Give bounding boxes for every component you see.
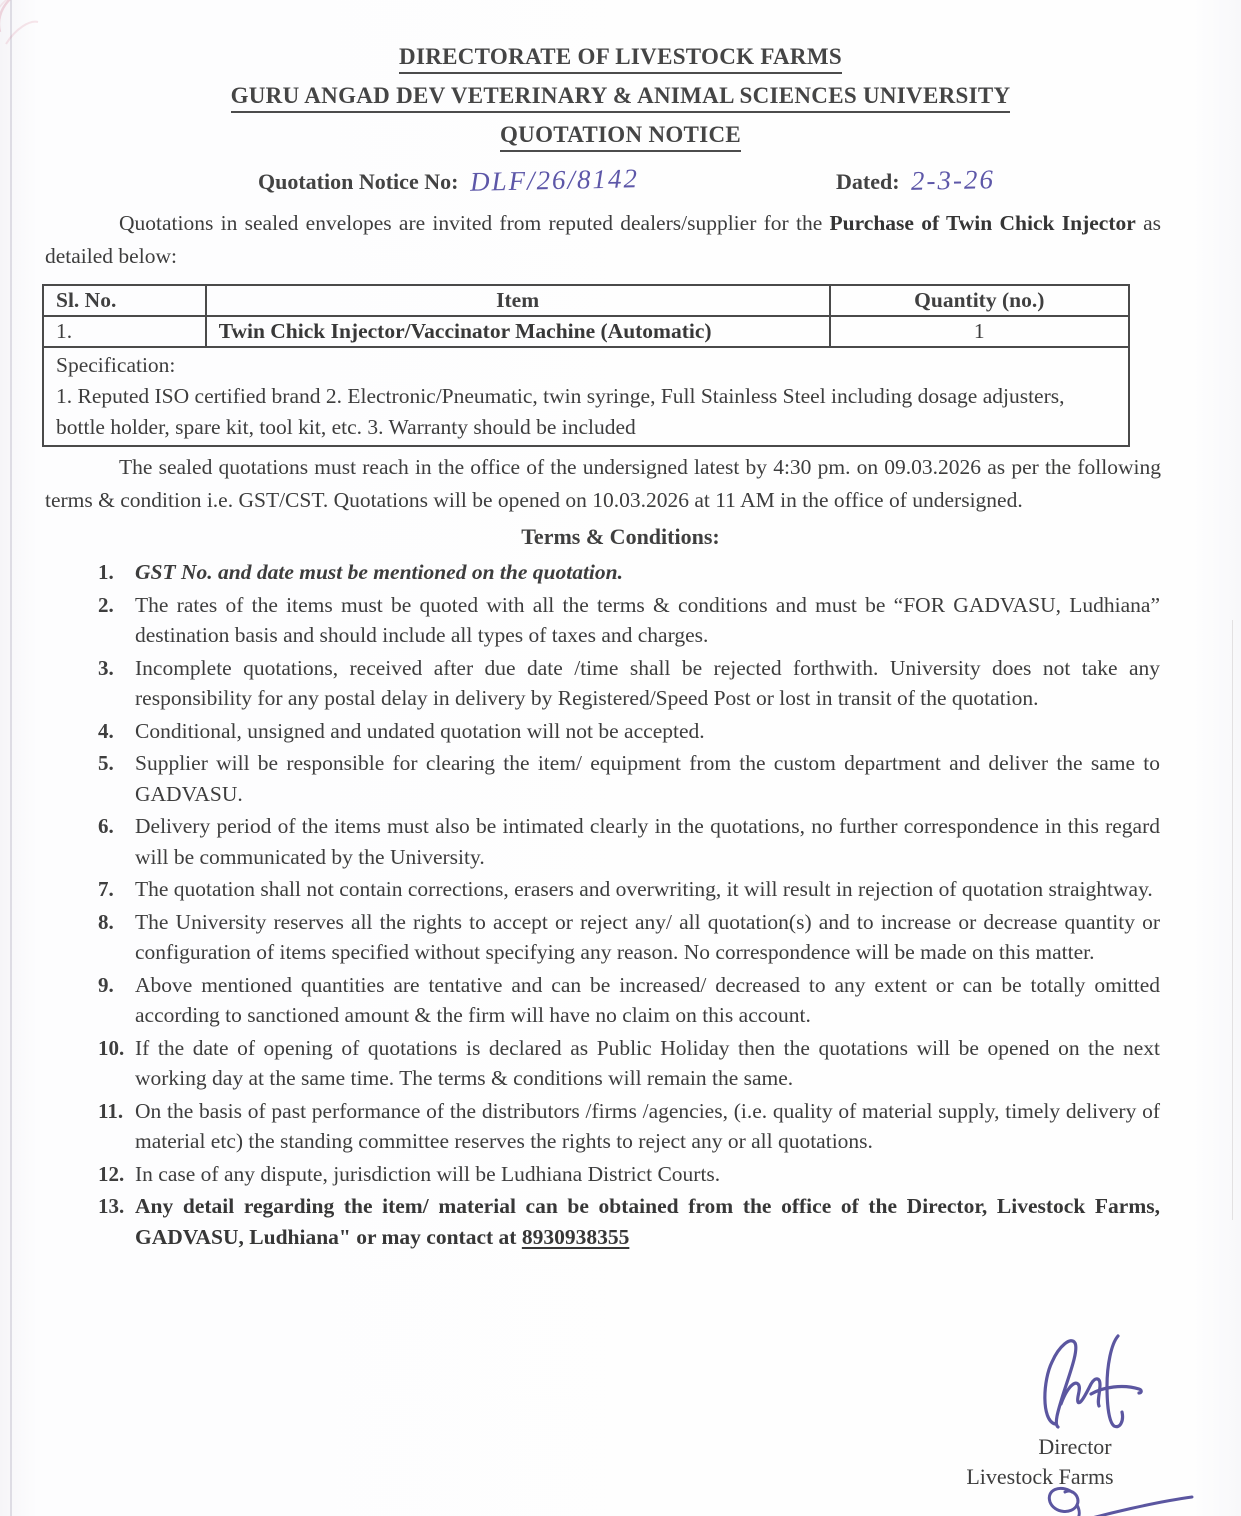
signature-block <box>940 1328 1240 1516</box>
intro-text-bold: Purchase of Twin Chick Injector <box>829 211 1136 235</box>
term-number: 8. <box>98 909 114 934</box>
term-number: 3. <box>98 655 114 680</box>
page-title <box>0 122 1241 152</box>
list-item <box>0 1033 1241 1094</box>
list-item <box>0 748 1241 809</box>
term-number: 6. <box>98 814 114 838</box>
list-item <box>0 590 1241 651</box>
term-text: In case of any dispute, jurisdiction will be Ludhiana District Courts. <box>135 1161 721 1186</box>
scan-artifact-right-edge <box>1232 620 1233 1220</box>
term-text: The quotation shall not contain corrections, erasers and overwriting, it will result in rejection of quotation straightway. <box>135 877 1153 901</box>
notice-number-group <box>258 165 639 196</box>
specification-cell <box>43 347 1129 446</box>
cell-sl-no: 1. <box>43 316 206 347</box>
stamp-mark-icon <box>0 0 116 70</box>
term-text: On the basis of past performance of the distributors /firms /agencies, (i.e. quality of material supply, timely delivery of material etc) the standing committee reserves the rights to reject any or all quotations. <box>135 1098 1160 1153</box>
term-text: If the date of opening of quotations is declared as Public Holiday then the quotations will be opened on the next working day at the same time. The terms & conditions will remain the same. <box>135 1035 1160 1090</box>
notice-number-label: Quotation Notice No: <box>258 169 459 194</box>
intro-text-before: Quotations in sealed envelopes are invited from reputed dealers/supplier for the <box>119 211 830 235</box>
contact-phone-number: 8930938355 <box>521 1224 630 1249</box>
org-name-line1 <box>0 44 1241 74</box>
term-number: 13. <box>98 1194 125 1218</box>
document-header <box>0 0 1241 152</box>
term-number: 10. <box>98 1035 125 1060</box>
list-item <box>0 557 1241 588</box>
list-item <box>0 1096 1241 1157</box>
signatory-org: Livestock Farms <box>966 1464 1114 1489</box>
table-row <box>43 316 1129 347</box>
list-item <box>0 907 1241 968</box>
term-number: 5. <box>98 751 114 775</box>
org-name-line2-text: GURU ANGAD DEV VETERINARY & ANIMAL SCIENCES UNIVERSITY <box>231 83 1011 113</box>
term-number: 1. <box>98 560 114 584</box>
specification-label: Specification: <box>56 353 176 377</box>
scan-artifact-left-edge <box>10 0 12 1516</box>
notice-meta-row <box>0 161 1241 203</box>
signature-icon <box>1025 1328 1145 1430</box>
dated-group <box>836 165 995 196</box>
org-name-line1-text: DIRECTORATE OF LIVESTOCK FARMS <box>399 44 842 74</box>
notice-number-value-handwritten: DLF/26/8142 <box>469 163 640 197</box>
term-number: 11. <box>98 1098 124 1123</box>
term-text: GST No. and date must be mentioned on the quotation. <box>135 560 623 584</box>
term-text: Delivery period of the items must also be intimated clearly in the quotations, no further correspondence in this regard will be communicated by the University. <box>135 814 1160 869</box>
list-item <box>0 970 1241 1031</box>
cell-quantity: 1 <box>830 316 1129 347</box>
term-number: 7. <box>98 877 114 901</box>
page-title-text: QUOTATION NOTICE <box>500 122 741 152</box>
intro-text-after: as detailed below: <box>45 211 1161 268</box>
term-text: Incomplete quotations, received after due date /time shall be rejected forthwith. University does not take any responsibility for any postal delay in delivery by Registered/Speed Post or lost in transit of the quotation. <box>135 655 1160 710</box>
items-table-header-row <box>43 285 1129 316</box>
term-number: 2. <box>98 592 114 617</box>
list-item <box>0 874 1241 905</box>
signatory-title: Director <box>1038 1434 1112 1459</box>
list-item <box>0 1159 1241 1190</box>
list-item <box>0 1191 1241 1252</box>
cell-item: Twin Chick Injector/Vaccinator Machine (Automatic) <box>206 316 830 347</box>
term-text: Conditional, unsigned and undated quotation will not be accepted. <box>135 718 705 743</box>
specification-row <box>43 347 1129 446</box>
term-text <box>135 1191 1160 1252</box>
list-item <box>0 653 1241 714</box>
term-number: 4. <box>98 718 114 743</box>
term-text: Supplier will be responsible for clearing the item/ equipment from the custom department and deliver the same to GADVASU. <box>135 751 1160 806</box>
header-quantity: Quantity (no.) <box>830 285 1129 316</box>
term-text: The rates of the items must be quoted with all the terms & conditions and must be “FOR GADVASU, Ludhiana” destination basis and should include all types of taxes and charges. <box>135 592 1160 647</box>
intro-paragraph <box>45 207 1161 272</box>
term-text: The University reserves all the rights to accept or reject any/ all quotation(s) and to increase or decrease quantity or configuration of items specified without specifying any reason. No correspondence will be made on this matter. <box>135 909 1160 964</box>
signature-flourish-icon <box>1030 1480 1200 1516</box>
specification-text: 1. Reputed ISO certified brand 2. Electronic/Pneumatic, twin syringe, Full Stainless Steel including dosage adjusters, bottle holder, spare kit, tool kit, etc. 3. Warranty should be included <box>56 384 1065 439</box>
term-number: 12. <box>98 1161 125 1186</box>
header-sl-no: Sl. No. <box>43 285 206 316</box>
terms-conditions-title: Terms & Conditions: <box>521 524 720 549</box>
term-13-text: Any detail regarding the item/ material can be obtained from the office of the Director, Livestock Farms, GADVASU, Ludhiana" or may contact at <box>135 1194 1160 1249</box>
items-table <box>42 284 1130 447</box>
term-text: Above mentioned quantities are tentative and can be increased/ decreased to any extent or can be totally omitted according to sanctioned amount & the firm will have no claim on this account. <box>135 972 1160 1027</box>
dated-value-handwritten: 2-3-26 <box>910 164 996 196</box>
term-number: 9. <box>98 972 114 997</box>
list-item <box>0 811 1241 872</box>
list-item <box>0 716 1241 747</box>
terms-conditions-list <box>0 557 1241 1252</box>
org-name-line2 <box>0 83 1241 113</box>
dated-label: Dated: <box>836 169 900 194</box>
deadline-paragraph: The sealed quotations must reach in the office of the undersigned latest by 4:30 pm. on 09.03.2026 as per the following terms & condition i.e. GST/CST. Quotations will be opened on 10.03.2026 at 11 AM in the office of undersigned. <box>45 455 1161 512</box>
header-item: Item <box>206 285 830 316</box>
